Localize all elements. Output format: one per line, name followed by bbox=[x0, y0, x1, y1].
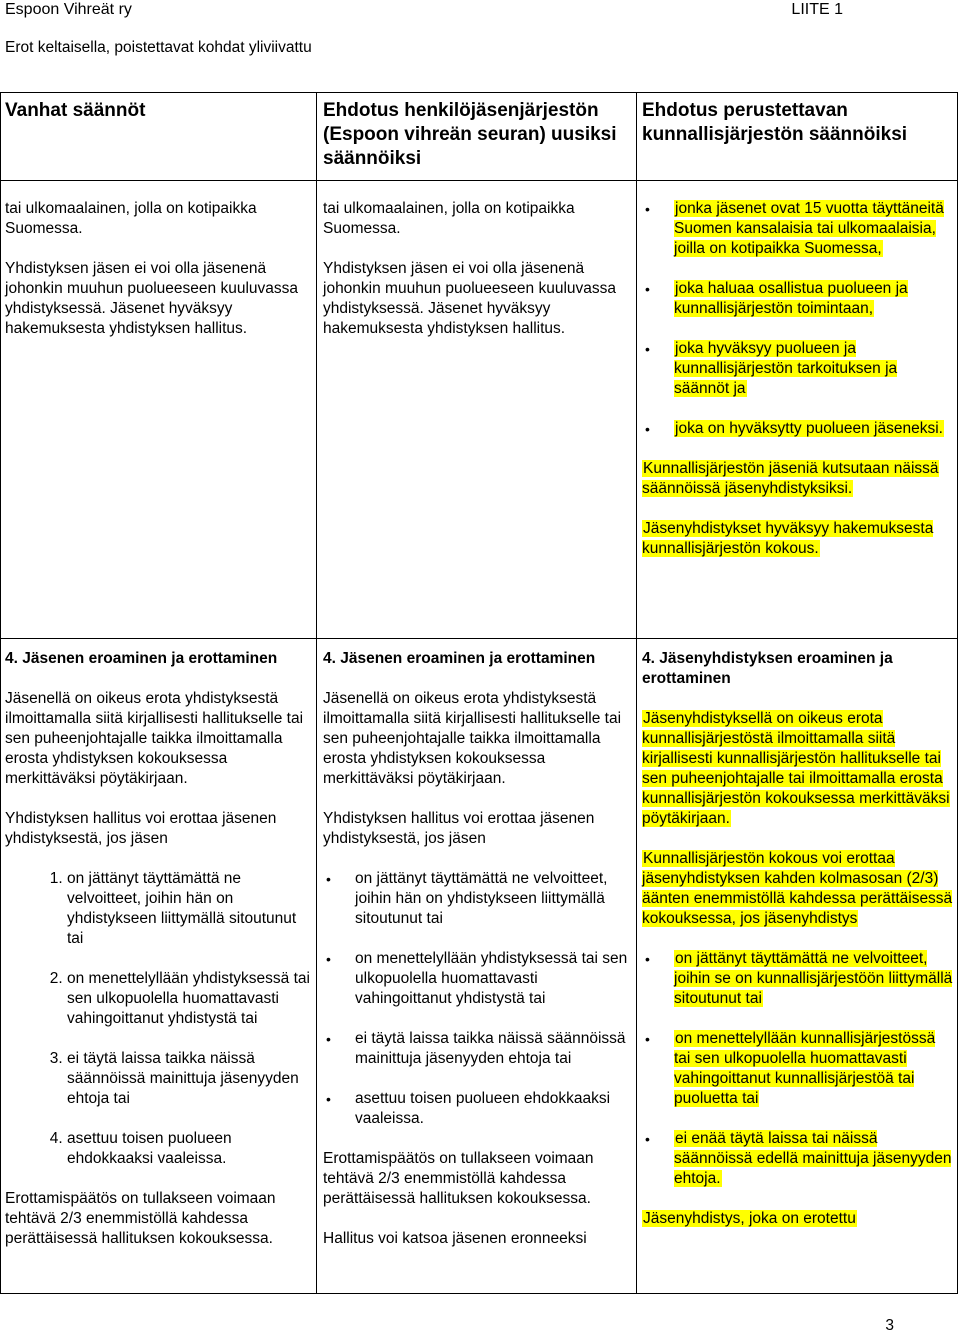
list-item: • on jättänyt täyttämättä ne velvoitteet, joihin hän on yhdistykseen liittymällä sitoutunut tai bbox=[355, 869, 633, 929]
municipal-rules-cell-resignation bbox=[642, 649, 954, 1249]
list-item: • asettuu toisen puolueen ehdokkaaksi vaaleissa. bbox=[355, 1089, 633, 1129]
person-rules-cell-resignation bbox=[323, 649, 633, 1269]
table-left-border bbox=[0, 92, 1, 1293]
list-item: • jonka jäsenet ovat 15 vuotta täyttäneitä Suomen kansalaisia tai ulkomaalaisia, joilla on kotipaikka Suomessa, bbox=[674, 199, 954, 259]
organization-name: Espoon Vihreät ry bbox=[5, 1, 132, 18]
appendix-label: LIITE 1 bbox=[791, 1, 843, 18]
legend-note: Erot keltaisella, poistettavat kohdat yliviivattu bbox=[5, 39, 312, 56]
old-rules-cell-resignation bbox=[5, 649, 310, 1269]
column-divider bbox=[316, 92, 317, 1293]
paragraph: Kunnallisjärjestön jäseniä kutsutaan näissä säännöissä jäsenyhdistyksiksi. bbox=[642, 460, 939, 497]
list-item: • joka on hyväksytty puolueen jäseneksi. bbox=[674, 419, 954, 439]
page-number: 3 bbox=[885, 1317, 894, 1334]
membership-criteria-list bbox=[642, 199, 954, 439]
header-row-border bbox=[0, 180, 958, 181]
expulsion-grounds-list bbox=[642, 949, 954, 1189]
paragraph: Erottamispäätös on tullakseen voimaan tehtävä 2/3 enemmistöllä kahdessa perättäisessä hallituksen kokouksessa. bbox=[5, 1190, 276, 1247]
expulsion-grounds-list bbox=[5, 869, 310, 1169]
paragraph: Jäsenellä on oikeus erota yhdistyksestä ilmoittamalla siitä kirjallisesti hallitukselle tai sen puheenjohtajalle taikka ilmoittamalla erosta yhdistyksen kokouksessa merkittäväksi pöytäkirjaan. bbox=[5, 690, 304, 787]
paragraph: Yhdistyksen jäsen ei voi olla jäsenenä johonkin muuhun puolueeseen kuuluvassa yhdistyksessä. Jäsenet hyväksyy hakemuksesta yhdistyksen hallitus. bbox=[323, 260, 616, 337]
section-title: 4. Jäsenen eroaminen ja erottaminen bbox=[323, 650, 596, 667]
paragraph: Kunnallisjärjestön kokous voi erottaa jäsenyhdistyksen kahden kolmasosan (2/3) äänten enemmistöllä kahdessa perättäisessä kokouksessa, jos jäsenyhdistys bbox=[642, 850, 953, 927]
section-title: 4. Jäsenyhdistyksen eroaminen ja erottaminen bbox=[642, 650, 893, 687]
list-item: 1. on jättänyt täyttämättä ne velvoitteet, joihin hän on yhdistykseen liittymällä sitoutunut tai bbox=[67, 869, 310, 949]
section-title: 4. Jäsenen eroaminen ja erottaminen bbox=[5, 650, 278, 667]
list-item: 3. ei täytä laissa taikka näissä säännöissä mainittuja jäsenyyden ehtoja tai bbox=[67, 1049, 310, 1109]
list-item: • ei täytä laissa taikka näissä säännöissä mainittuja jäsenyyden ehtoja tai bbox=[355, 1029, 633, 1069]
list-item: • joka haluaa osallistua puolueen ja kunnallisjärjestön toimintaan, bbox=[674, 279, 954, 319]
expulsion-grounds-list bbox=[323, 869, 633, 1129]
paragraph: tai ulkomaalainen, jolla on kotipaikka Suomessa. bbox=[323, 200, 575, 237]
paragraph: Yhdistyksen hallitus voi erottaa jäsenen yhdistyksestä, jos jäsen bbox=[323, 810, 595, 847]
list-item: • on menettelyllään yhdistyksessä tai sen ulkopuolella huomattavasti vahingoittanut yhdistystä tai bbox=[355, 949, 633, 1009]
column-header-person: Ehdotus henkilöjäsenjärjestön (Espoon vihreän seuran) uusiksi säännöiksi bbox=[323, 100, 617, 169]
column-header-municipal: Ehdotus perustettavan kunnallisjärjestön säännöiksi bbox=[642, 100, 908, 145]
list-item: 2. on menettelyllään yhdistyksessä tai sen ulkopuolella huomattavasti vahingoittanut yhdistystä tai bbox=[67, 969, 310, 1029]
paragraph: Jäsenellä on oikeus erota yhdistyksestä ilmoittamalla siitä kirjallisesti hallitukselle tai sen puheenjohtajalle taikka ilmoittamalla erosta yhdistyksen kokouksessa merkittäväksi pöytäkirjaan. bbox=[323, 690, 622, 787]
paragraph: Hallitus voi katsoa jäsenen eronneeksi bbox=[323, 1230, 587, 1247]
municipal-rules-cell-membership bbox=[642, 199, 954, 579]
paragraph: Yhdistyksen jäsen ei voi olla jäsenenä johonkin muuhun puolueeseen kuuluvassa yhdistyksessä. Jäsenet hyväksyy hakemuksesta yhdistyksen hallitus. bbox=[5, 260, 298, 337]
old-rules-cell-membership bbox=[5, 199, 310, 359]
list-item: • ei enää täytä laissa tai näissä säännöissä edellä mainittuja jäsenyyden ehtoja. bbox=[674, 1129, 954, 1189]
row-border bbox=[0, 638, 958, 639]
table-right-border bbox=[957, 92, 958, 1293]
list-item: 4. asettuu toisen puolueen ehdokkaaksi vaaleissa. bbox=[67, 1129, 310, 1169]
table-bottom-border bbox=[0, 1293, 958, 1294]
paragraph: Jäsenyhdistyksellä on oikeus erota kunnallisjärjestöstä ilmoittamalla siitä kirjallisesti kunnallisjärjestön hallitukselle tai sen puheenjohtajalle tai ilmoittamalla erosta kunnallisjärjestön kokouksessa merkittäväksi pöytäkirjaan. bbox=[642, 710, 950, 827]
list-item: • joka hyväksyy puolueen ja kunnallisjärjestön tarkoituksen ja säännöt ja bbox=[674, 339, 954, 399]
paragraph: Jäsenyhdistykset hyväksyy hakemuksesta kunnallisjärjestön kokous. bbox=[642, 520, 934, 557]
paragraph: Yhdistyksen hallitus voi erottaa jäsenen yhdistyksestä, jos jäsen bbox=[5, 810, 277, 847]
paragraph: Jäsenyhdistys, joka on erotettu bbox=[643, 1210, 856, 1227]
paragraph: tai ulkomaalainen, jolla on kotipaikka Suomessa. bbox=[5, 200, 257, 237]
column-header-old: Vanhat säännöt bbox=[5, 100, 146, 121]
list-item: • on menettelyllään kunnallisjärjestössä tai sen ulkopuolella huomattavasti vahingoittanut kunnallisjärjestöä tai puoluetta tai bbox=[674, 1029, 954, 1109]
column-divider bbox=[636, 92, 637, 1293]
person-rules-cell-membership bbox=[323, 199, 633, 359]
table-top-border bbox=[0, 92, 958, 93]
list-item: • on jättänyt täyttämättä ne velvoitteet, joihin se on kunnallisjärjestöön liittymällä sitoutunut tai bbox=[674, 949, 954, 1009]
paragraph: Erottamispäätös on tullakseen voimaan tehtävä 2/3 enemmistöllä kahdessa perättäisessä hallituksen kokouksessa. bbox=[323, 1150, 594, 1207]
